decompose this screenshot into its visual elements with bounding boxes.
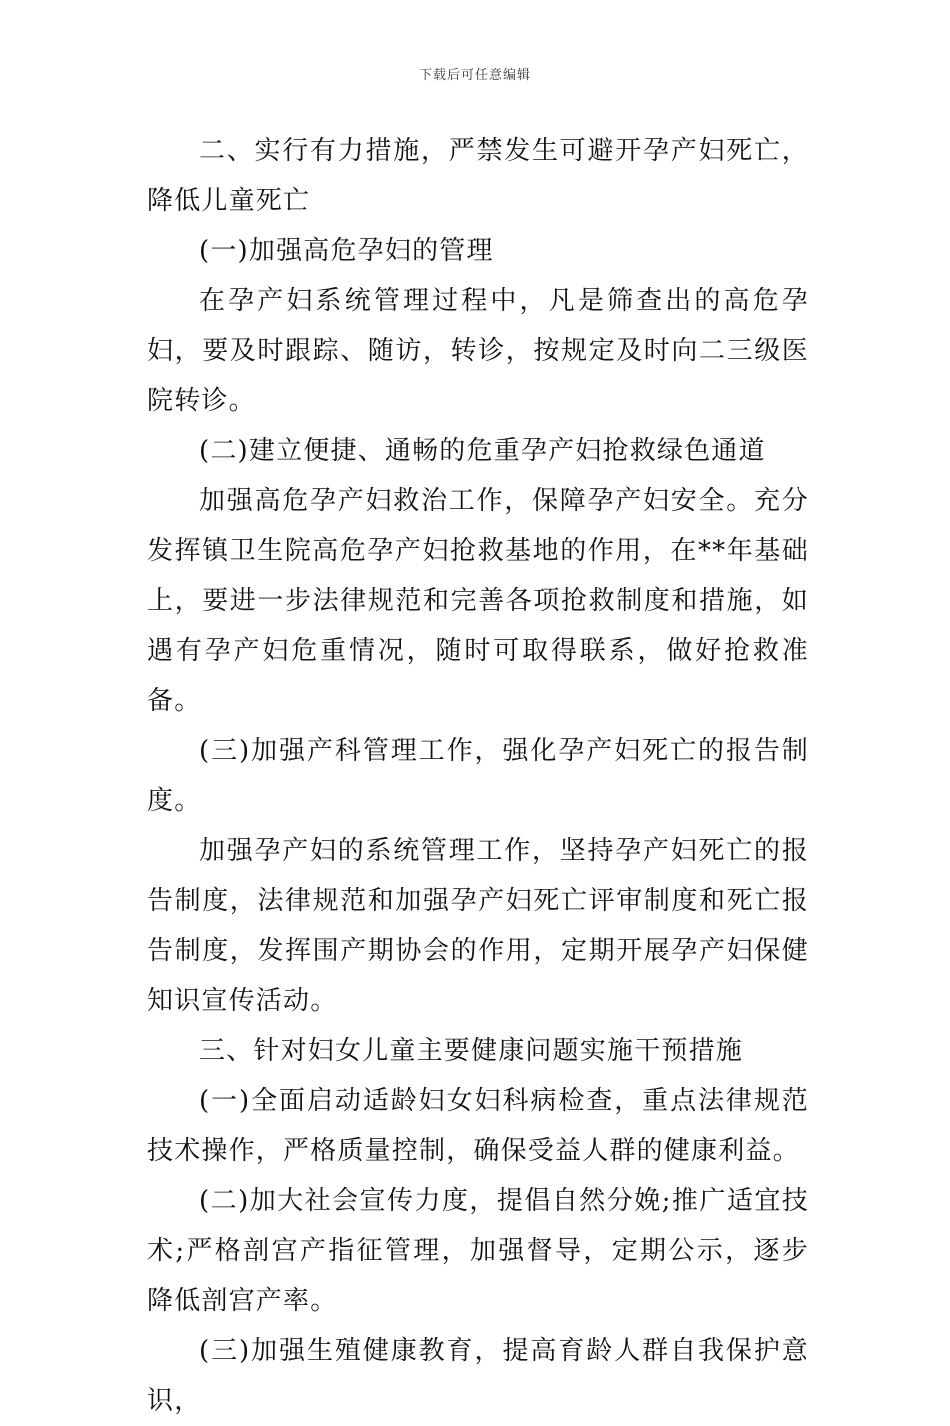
paragraph-reporting-system: 加强孕产妇的系统管理工作，坚持孕产妇死亡的报告制度，法律规范和加强孕产妇死亡评审制度和死亡报告制度，发挥围产期协会的作用，定期开展孕产妇保健知识宣传活动。 bbox=[147, 836, 809, 1016]
section-heading-three: 三、针对妇女儿童主要健康问题实施干预措施 bbox=[199, 1036, 744, 1066]
subheading-obstetrics-management: (三)加强产科管理工作，强化孕产妇死亡的报告制度。 bbox=[147, 736, 809, 816]
section-heading-two: 二、实行有力措施，严禁发生可避开孕产妇死亡，降低儿童死亡 bbox=[147, 136, 809, 216]
paragraph-gynecology-check: (一)全面启动适龄妇女妇科病检查，重点法律规范技术操作，严格质量控制，确保受益人群的健康利益。 bbox=[147, 1086, 809, 1166]
subheading-green-channel: (二)建立便捷、通畅的危重孕产妇抢救绿色通道 bbox=[199, 436, 766, 466]
subheading-high-risk-management: (一)加强高危孕妇的管理 bbox=[199, 236, 494, 266]
paragraph-high-risk-screening: 在孕产妇系统管理过程中，凡是筛查出的高危孕妇，要及时跟踪、随访，转诊，按规定及时向二三级医院转诊。 bbox=[147, 286, 809, 416]
document-body bbox=[147, 126, 809, 1426]
paragraph-natural-delivery: (二)加大社会宣传力度，提倡自然分娩;推广适宜技术;严格剖宫产指征管理，加强督导，定期公示，逐步降低剖宫产率。 bbox=[147, 1186, 809, 1316]
paragraph-reproductive-health: (三)加强生殖健康教育，提高育龄人群自我保护意识， bbox=[147, 1336, 809, 1416]
page-header: 下载后可任意编辑 bbox=[418, 68, 531, 83]
paragraph-rescue-work: 加强高危孕产妇救治工作，保障孕产妇安全。充分发挥镇卫生院高危孕产妇抢救基地的作用，在**年基础上，要进一步法律规范和完善各项抢救制度和措施，如遇有孕产妇危重情况，随时可取得联系，做好抢救准备。 bbox=[147, 486, 809, 716]
